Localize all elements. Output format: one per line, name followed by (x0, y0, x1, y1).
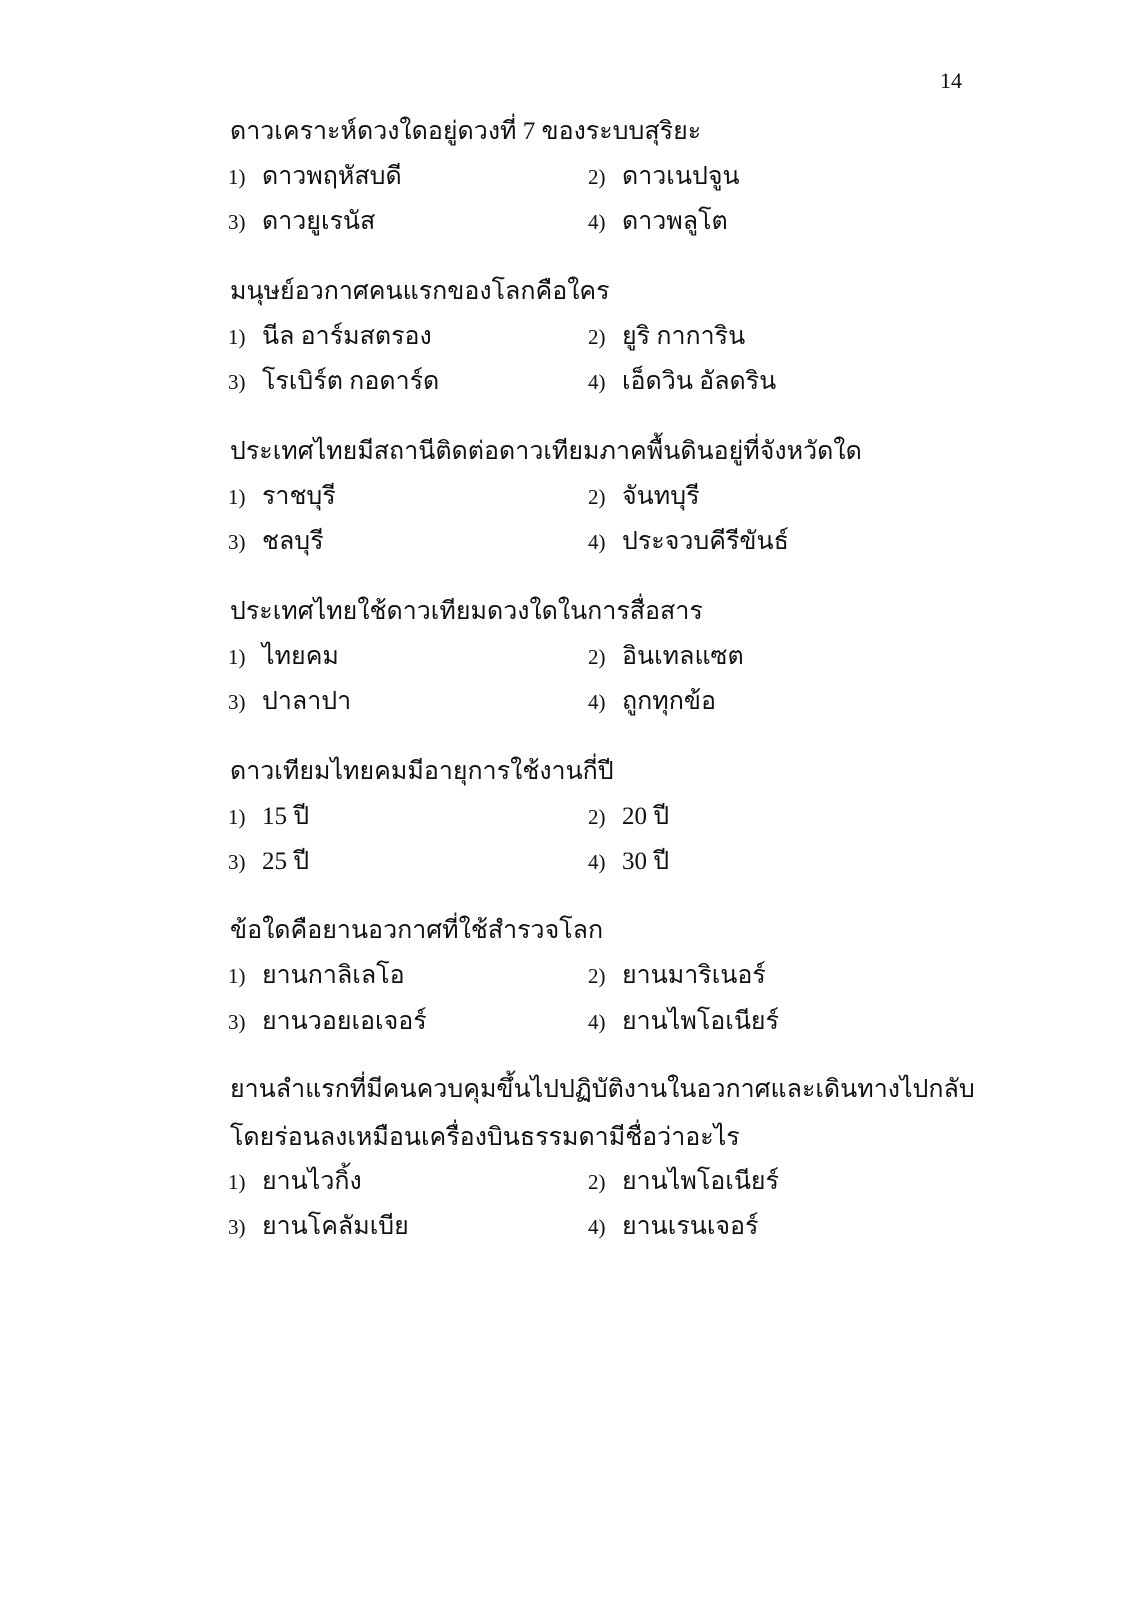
option-4: 4) 30 ปี (588, 848, 670, 875)
question-text: ประเทศไทยมีสถานีติดต่อดาวเทียมภาคพื้นดินอยู่ที่จังหวัดใด (230, 438, 862, 465)
option-3: 3) ยานโคลัมเบีย (228, 1213, 409, 1240)
option-2: 2) ยานมาริเนอร์ (588, 962, 766, 989)
option-3: 3) 25 ปี (228, 848, 310, 875)
option-3: 3) ดาวยูเรนัส (228, 208, 376, 235)
option-2: 2) 20 ปี (588, 803, 670, 830)
option-3: 3) ยานวอยเอเจอร์ (228, 1008, 427, 1035)
option-4: 4) ดาวพลูโต (588, 208, 728, 235)
option-2: 2) ยูริ กาการิน (588, 323, 746, 350)
option-4: 4) ถูกทุกข้อ (588, 688, 716, 715)
option-4: 4) เอ็ดวิน อัลดริน (588, 368, 777, 395)
option-2: 2) ยานไพโอเนียร์ (588, 1168, 779, 1195)
option-4: 4) ประจวบคีรีขันธ์ (588, 528, 789, 555)
question-text: ยานลำแรกที่มีคนควบคุมขึ้นไปปฏิบัติงานในอวกาศและเดินทางไปกลับ (230, 1076, 975, 1103)
question-text: ดาวเคราะห์ดวงใดอยู่ดวงที่ 7 ของระบบสุริยะ (230, 118, 702, 145)
option-1: 1) ยานไวกิ้ง (228, 1168, 362, 1195)
option-1: 1) ไทยคม (228, 643, 339, 670)
option-1: 1) 15 ปี (228, 803, 310, 830)
option-1: 1) นีล อาร์มสตรอง (228, 323, 432, 350)
option-3: 3) ปาลาปา (228, 688, 352, 715)
option-2: 2) อินเทลแซต (588, 643, 744, 670)
option-1: 1) ยานกาลิเลโอ (228, 962, 405, 989)
option-1: 1) ราชบุรี (228, 483, 336, 510)
question-text: ประเทศไทยใช้ดาวเทียมดวงใดในการสื่อสาร (230, 598, 703, 625)
option-4: 4) ยานเรนเจอร์ (588, 1213, 759, 1240)
option-2: 2) จันทบุรี (588, 483, 700, 510)
question-text: ดาวเทียมไทยคมมีอายุการใช้งานกี่ปี (230, 758, 614, 785)
option-2: 2) ดาวเนปจูน (588, 163, 740, 190)
option-4: 4) ยานไพโอเนียร์ (588, 1008, 779, 1035)
question-text-continued: โดยร่อนลงเหมือนเครื่องบินธรรมดามีชื่อว่าอะไร (230, 1124, 740, 1151)
question-text: มนุษย์อวกาศคนแรกของโลกคือใคร (230, 278, 610, 305)
question-text: ข้อใดคือยานอวกาศที่ใช้สำรวจโลก (230, 917, 604, 944)
option-3: 3) โรเบิร์ต กอดาร์ด (228, 368, 440, 395)
option-1: 1) ดาวพฤหัสบดี (228, 163, 402, 190)
option-3: 3) ชลบุรี (228, 528, 324, 555)
page-number: 14 (940, 68, 962, 93)
